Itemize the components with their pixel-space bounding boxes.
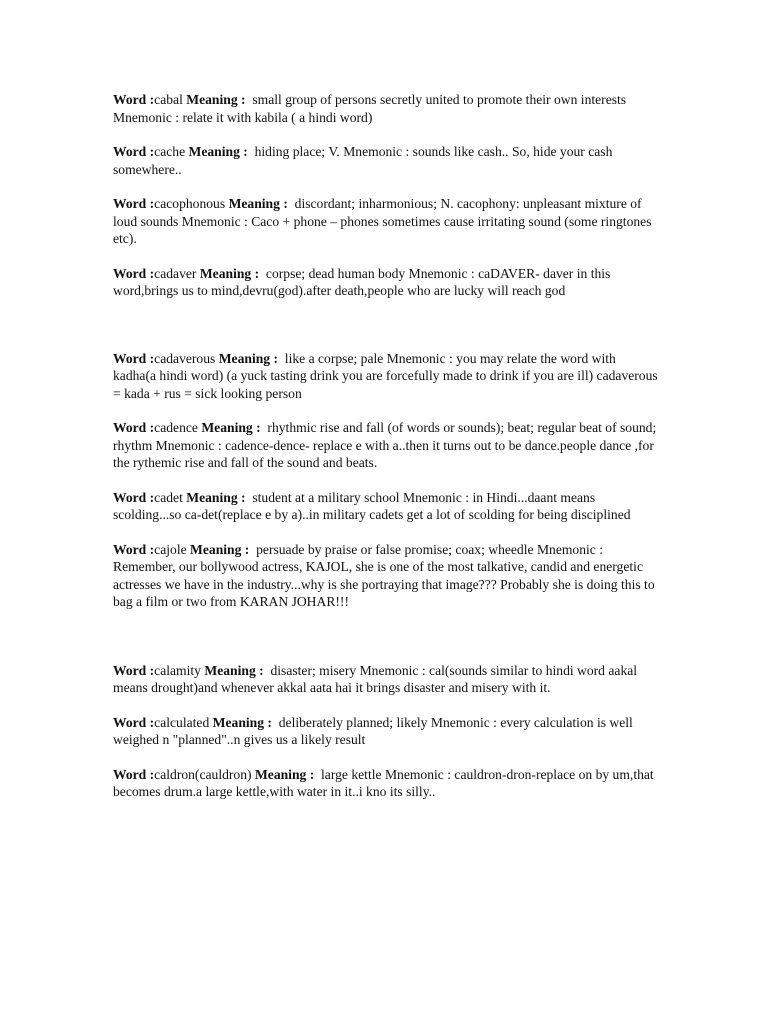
meaning-label: Meaning : xyxy=(186,489,246,505)
meaning-label: Meaning : xyxy=(188,144,248,159)
entry-word: cabal xyxy=(154,92,183,107)
entry-cadence xyxy=(113,419,661,472)
meaning-label: Meaning : xyxy=(204,662,264,678)
word-label: Word : xyxy=(113,265,155,281)
entry-word: cacophonous xyxy=(154,196,226,211)
entry-cabal xyxy=(113,91,661,126)
meaning-label: Meaning : xyxy=(186,92,246,107)
word-label: Word : xyxy=(113,144,155,159)
word-label: Word : xyxy=(113,196,155,211)
meaning-label: Meaning : xyxy=(228,196,288,211)
entry-text: discordant; inharmonious; N. cacophony: unpleasant mixture of loud sounds Mnemonic : Caco + phone – phones sometimes cause irritating sound (some ringtones etc). xyxy=(113,196,652,246)
entry-cacophonous xyxy=(113,195,661,248)
entry-text: rhythmic rise and fall (of words or sounds); beat; regular beat of sound; rhythm Mnemonic : cadence-dence- replace e with a..then it turns out to be dance.people dance ,for the rythemic rise and fall of the sound and beats. xyxy=(113,420,657,470)
entry-cadet xyxy=(113,489,661,524)
entry-text: deliberately planned; likely Mnemonic : every calculation is well weighed n "planned"..n gives us a likely result xyxy=(113,714,633,747)
word-label: Word : xyxy=(113,766,155,782)
document-page xyxy=(113,91,661,818)
meaning-label: Meaning : xyxy=(218,350,278,366)
entry-word: cadaverous xyxy=(154,350,216,366)
entry-text: like a corpse; pale Mnemonic : you may relate the word with kadha(a hindi word) (a yuck tasting drink you are forcefully made to drink if you are ill) cadaverous = kada + rus = sick looking person xyxy=(113,350,658,401)
word-label: Word : xyxy=(113,489,155,505)
meaning-label: Meaning : xyxy=(199,265,260,281)
entry-text: disaster; misery Mnemonic : cal(sounds similar to hindi word aakal means drought)and whenever akkal aata hai it brings disaster and misery with it. xyxy=(113,662,638,695)
entry-cadaver xyxy=(113,265,661,300)
entry-word: cadet xyxy=(154,489,183,505)
entry-text: persuade by praise or false promise; coax; wheedle Mnemonic : Remember, our bollywood actress, KAJOL, she is one of the most talkative, candid and energetic actresses we have in the industry...why is she portraying that image??? Probably she is doing this to bag a film or two from KARAN JOHAR!!! xyxy=(113,541,655,609)
word-label: Word : xyxy=(113,714,155,730)
entry-word: cache xyxy=(154,144,186,159)
entry-cadaverous xyxy=(113,350,661,403)
entry-text: corpse; dead human body Mnemonic : caDAVER- daver in this word,brings us to mind,devru(god).after death,people who are lucky will reach god xyxy=(113,265,611,298)
meaning-label: Meaning : xyxy=(254,766,315,782)
entry-word: caldron(cauldron) xyxy=(154,766,252,782)
entry-text: student at a military school Mnemonic : in Hindi...daant means scolding...so ca-det(replace e by a)..in military cadets get a lot of scolding for being disciplined xyxy=(113,489,631,522)
word-label: Word : xyxy=(113,350,155,366)
entry-calculated xyxy=(113,714,661,749)
entry-word: cajole xyxy=(154,541,187,557)
entry-caldron xyxy=(113,766,661,801)
meaning-label: Meaning : xyxy=(201,420,261,435)
meaning-label: Meaning : xyxy=(190,541,250,557)
word-label: Word : xyxy=(113,662,155,678)
entry-text: hiding place; V. Mnemonic : sounds like cash.. So, hide your cash somewhere.. xyxy=(113,144,613,177)
entry-word: calamity xyxy=(154,662,201,678)
word-label: Word : xyxy=(113,92,155,107)
entry-text: small group of persons secretly united to promote their own interests Mnemonic : relate it with kabila ( a hindi word) xyxy=(113,92,627,125)
word-label: Word : xyxy=(113,420,155,435)
entry-calamity xyxy=(113,662,661,697)
entry-word: cadaver xyxy=(154,265,197,281)
entry-cache xyxy=(113,143,661,178)
meaning-label: Meaning : xyxy=(212,714,272,730)
entry-text: large kettle Mnemonic : cauldron-dron-replace on by um,that becomes drum.a large kettle,with water in it..i kno its silly.. xyxy=(113,766,654,799)
entry-word: calculated xyxy=(154,714,210,730)
entry-word: cadence xyxy=(154,420,198,435)
word-label: Word : xyxy=(113,541,155,557)
entry-cajole xyxy=(113,541,661,611)
